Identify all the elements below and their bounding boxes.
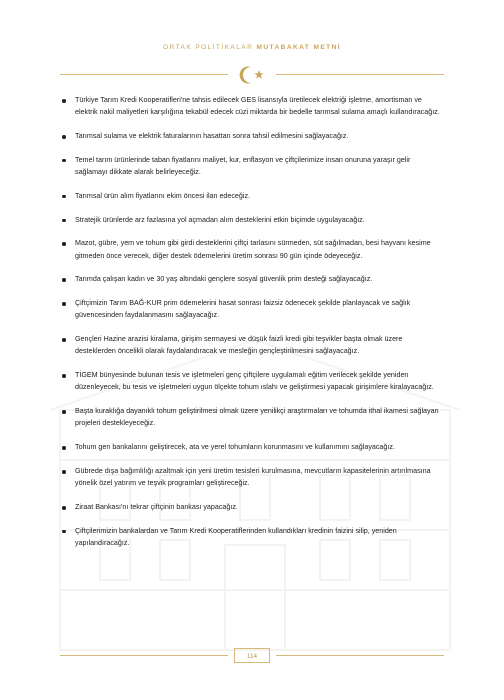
bullet-icon (62, 374, 66, 378)
list-item (60, 237, 442, 261)
list-item (60, 405, 442, 429)
bullet-icon (62, 530, 66, 534)
list-item (60, 369, 442, 393)
bullet-icon (62, 338, 66, 342)
bullet-icon (62, 470, 66, 474)
bullet-icon (62, 159, 66, 163)
bullet-icon (62, 195, 66, 199)
bullet-icon (62, 242, 66, 246)
header-divider (60, 64, 444, 86)
list-item-text: TİGEM bünyesinde bulunan tesis ve işletmeleri genç çiftçilere uygulamalı eğitim verilecek şekilde yeniden düzenleyecek, bu tesis ve işletmeleri uygun ölçekte tohum ıslahı ve geliştirmesi yapacak girişimlere kiralayacağız. (75, 371, 434, 392)
header-title: MUTABAKAT METNİ (256, 44, 341, 51)
list-item-text: Tohum gen bankalarını geliştirecek, ata ve yerel tohumların korunmasını ve kullanımını sağlayacağız. (75, 443, 395, 452)
divider-line-right (276, 74, 444, 75)
bullet-icon (62, 99, 66, 103)
list-item (60, 190, 442, 202)
footer-line-right (276, 655, 444, 656)
list-item (60, 441, 442, 453)
list-item (60, 465, 442, 489)
list-item-text: Stratejik ürünlerde arz fazlasına yol açmadan alım desteklerini etkin biçimde uygulayacağız. (75, 215, 365, 224)
bullet-icon (62, 410, 66, 414)
list-item-text: Tarımsal sulama ve elektrik faturalarının hasattan sonra tahsil edilmesini sağlayacağız. (75, 132, 349, 140)
header-prefix: ORTAK POLİTİKALAR (163, 44, 254, 51)
list-item (60, 333, 442, 357)
list-item-text: Gübrede dışa bağımlılığı azaltmak için yeni üretim tesisleri kurulmasına, mevcutların kapasitelerinin artırılmasına yönelik özel yatırım ve teşvik programları geliştireceğiz. (75, 466, 431, 488)
bullet-icon (62, 135, 66, 139)
list-item-text: Türkiye Tarım Kredi Kooperatifleri'ne tahsis edilecek GES lisansıyla üretilecek elektriği işletme, amortisman ve elektrik nakil maliyetleri karşılığına tekabül edecek cüzi miktarda bir bedelle tarımsal sulama amaçlı kullandıracağız. (75, 96, 440, 117)
list-item-text: Çiftçimizin Tarım BAĞ-KUR prim ödemelerini hasat sonrası faizsiz ödenecek şekilde planlayacak ve sağlık güvencesinden faydalanmasını sağlayacağız. (75, 299, 411, 320)
bullet-icon (62, 446, 66, 450)
list-item (60, 214, 442, 226)
list-item (60, 501, 442, 513)
bullet-icon (62, 219, 66, 223)
list-item-text: Ziraat Bankası'nı tekrar çiftçinin bankası yapacağız. (75, 502, 238, 511)
list-item-text: Mazot, gübre, yem ve tohum gibi girdi desteklerini çiftçi tarlasını sürmeden, süt sağılmadan, besi hayvanı kesime gitmeden önce verecek, diğer destek ödemelerini üretim sonrası 90 gün içinde ödeyeceğiz. (75, 239, 431, 260)
list-item (60, 297, 442, 321)
crescent-star-icon (234, 64, 270, 86)
list-item-text: Tarımsal ürün alım fiyatlarını ekim öncesi ilan edeceğiz. (75, 191, 251, 200)
list-item-text: Gençleri Hazine arazisi kiralama, girişim sermayesi ve düşük faizli kredi gibi teşvikler başta olmak üzere desteklerden öncelikli olarak faydalandıracak ve mesleğin gençleştirilmesini sağlayacağız. (75, 335, 403, 356)
list-item (60, 154, 442, 178)
bullet-icon (62, 302, 66, 306)
list-item (60, 273, 442, 285)
page-number: 114 (234, 648, 270, 663)
policy-list (60, 94, 442, 549)
list-item (60, 525, 442, 549)
page-header (0, 44, 504, 51)
list-item-text: Tarımda çalışan kadın ve 30 yaş altındaki gençlere sosyal güvenlik prim desteği sağlayacağız. (75, 275, 373, 284)
list-item (60, 94, 442, 118)
bullet-icon (62, 506, 66, 510)
list-item (60, 130, 442, 142)
list-item-text: Başta kuraklığa dayanıklı tohum geliştirilmesi olmak üzere yenilikçi araştırmaları ve tohumda ithal ikamesi sağlayan projeleri destekleyeceğiz. (75, 407, 439, 428)
list-item-text: Çiftçilerimizin bankalardan ve Tarım Kredi Kooperatiflerinden kullandıkları kredinin faizini silip, yeniden yapılandıracağız. (75, 526, 397, 547)
divider-line-left (60, 74, 228, 75)
list-item-text: Temel tarım ürünlerinde taban fiyatlarını maliyet, kur, enflasyon ve çiftçilerimize insan onuruna yaraşır gelir sağlamayı dikkate alarak belirleyeceğiz. (75, 155, 411, 176)
main-content (60, 94, 442, 561)
footer-line-left (60, 655, 228, 656)
bullet-icon (62, 278, 66, 282)
